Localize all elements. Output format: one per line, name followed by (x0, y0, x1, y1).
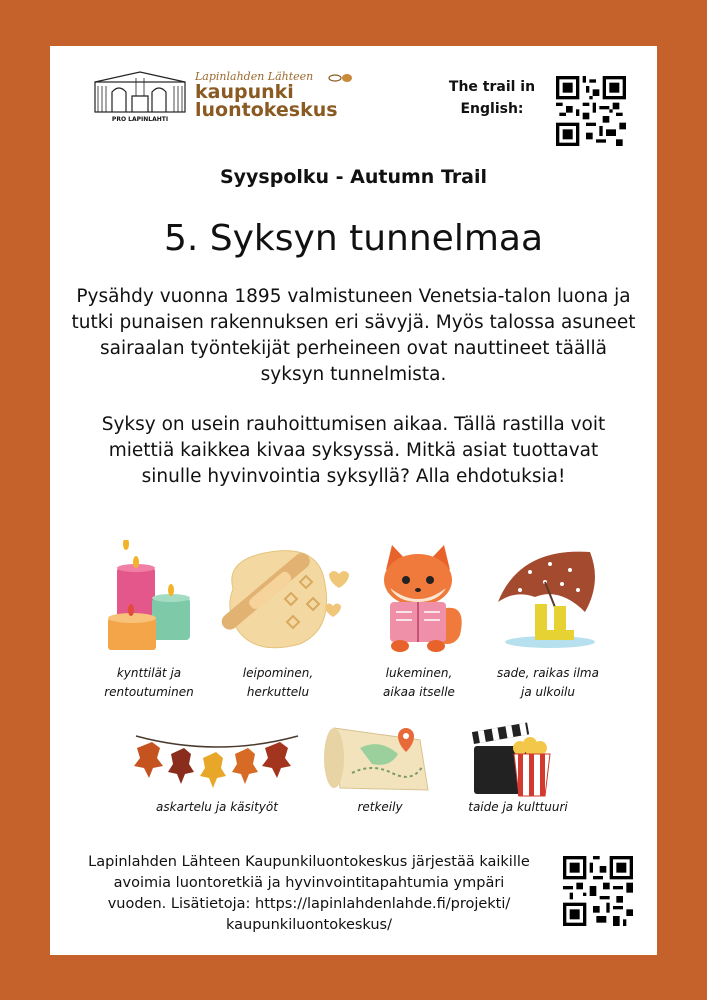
page-title: 5. Syksyn tunnelmaa (163, 218, 544, 259)
website-qr-code[interactable] (563, 856, 633, 926)
footer-line3: vuoden. Lisätietoja: https://lapinlahdenlahde.fi/projekti/ (107, 896, 511, 912)
reading-fox-icon (368, 540, 468, 655)
pro-lapinlahti-label: PRO LAPINLAHTI (111, 116, 169, 123)
intro-paragraph: Pysähdy vuonna 1895 valmistuneen Venetsia-talon luona ja tutki punaisen rakennuksen eri sävyjä. Myös talossa asuneet sairaalan työntekijät perheineen ovat nauttineet täällä syksyn tunnelmista. (71, 286, 636, 385)
english-trail-qr-code[interactable] (556, 76, 626, 146)
trail-name: Syyspolku - Autumn Trail (219, 166, 488, 188)
caption-culture: taide ja kulttuuri (468, 800, 568, 814)
caption-rain: sade, raikas ilma ja ulkoilu (497, 666, 599, 699)
map-icon (320, 718, 430, 798)
logo-word-kaupunki: kaupunki (195, 81, 294, 103)
baking-icon (215, 544, 350, 654)
poster-card (50, 46, 657, 955)
english-trail-label (442, 76, 542, 120)
logo-tagline: Lapinlahden Lähteen (195, 70, 314, 83)
kaupunkiluontokeskus-logo (195, 70, 365, 125)
logo-word-luontokeskus: luontokeskus (195, 99, 338, 121)
footer-text (60, 852, 558, 936)
english-label-line2: English: (460, 101, 524, 117)
caption-baking: leipominen, herkuttelu (242, 666, 314, 699)
suggestion-paragraph: Syksy on usein rauhoittumisen aikaa. Tällä rastilla voit miettiä kaikkea kivaa syksyssä. Mitkä asiat tuottavat sinulle hyvinvointia syksyllä? Alla ehdotuksia! (101, 414, 606, 487)
leaf-garland-icon (134, 730, 300, 792)
umbrella-boots-icon (490, 542, 605, 652)
footer-line1: Lapinlahden Lähteen Kaupunkiluontokeskus järjestää kaikille (88, 854, 530, 870)
leaf-logo-icon (327, 72, 357, 84)
pro-lapinlahti-logo (92, 68, 188, 126)
footer-line2: avoimia luontoretkiä ja hyvinvointitapahtumia ympäri (113, 875, 505, 891)
caption-crafts: askartelu ja käsityöt (156, 800, 278, 814)
candles-icon (104, 540, 194, 655)
footer-line4: kaupunkiluontokeskus/ (226, 917, 392, 933)
caption-hiking: retkeily (357, 800, 403, 814)
clapperboard-popcorn-icon (472, 722, 552, 798)
english-label-line1: The trail in (448, 79, 536, 95)
caption-candles: kynttilät ja rentoutuminen (104, 666, 194, 699)
caption-reading: lukeminen, aikaa itselle (383, 666, 455, 699)
